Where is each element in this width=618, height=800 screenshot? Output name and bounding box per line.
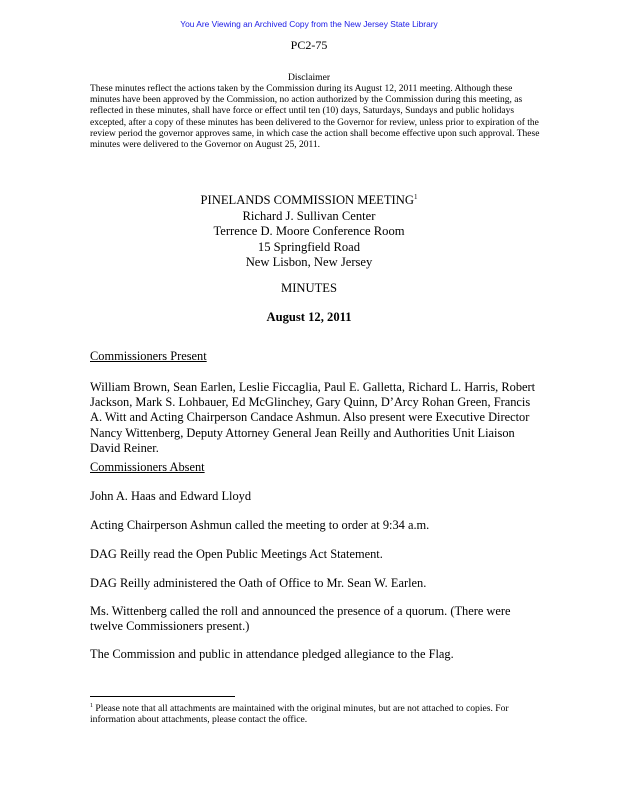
present-heading: Commissioners Present bbox=[90, 349, 207, 363]
minutes-label: MINUTES bbox=[281, 281, 337, 295]
opma-statement: DAG Reilly read the Open Public Meetings Act Statement. bbox=[90, 547, 383, 561]
meeting-venue: Richard J. Sullivan Center bbox=[242, 208, 376, 223]
footnote-text: Please note that all attachments are maintained with the original minutes, but are not attached to copies. For information about attachments, please contact the office. bbox=[90, 703, 509, 726]
pledge: The Commission and public in attendance pledged allegiance to the Flag. bbox=[90, 647, 454, 661]
present-text: William Brown, Sean Earlen, Leslie Ficcaglia, Paul E. Galletta, Richard L. Harris, Robert Jackson, Mark S. Lohbauer, Ed McGlinchey, Gary Quinn, D’Arcy Rohan Green, Francis A. Witt and Acting Chairperson Candace Ashmun. Also present were Executive Director Nancy Wittenberg, Deputy Attorney General Jean Reilly and Authorities Unit Liaison David Reiner. bbox=[90, 380, 536, 455]
meeting-title-text: PINELANDS COMMISSION MEETING bbox=[200, 193, 414, 207]
call-to-order: Acting Chairperson Ashmun called the meeting to order at 9:34 a.m. bbox=[90, 518, 430, 532]
archive-banner: You Are Viewing an Archived Copy from the New Jersey State Library bbox=[180, 19, 438, 29]
document-code: PC2-75 bbox=[290, 38, 328, 52]
meeting-street: 15 Springfield Road bbox=[257, 239, 361, 254]
roll-call: Ms. Wittenberg called the roll and announced the presence of a quorum. (There were twelve Commissioners present.) bbox=[90, 604, 511, 634]
footnote-divider bbox=[90, 696, 235, 697]
oath-of-office: DAG Reilly administered the Oath of Office to Mr. Sean W. Earlen. bbox=[90, 576, 427, 590]
meeting-room: Terrence D. Moore Conference Room bbox=[213, 224, 405, 238]
footnote-marker: 1 bbox=[413, 192, 418, 201]
footnote-marker-bottom: 1 bbox=[90, 702, 93, 709]
meeting-city: New Lisbon, New Jersey bbox=[245, 255, 373, 269]
meeting-date: August 12, 2011 bbox=[266, 310, 352, 324]
footnote bbox=[90, 703, 540, 726]
disclaimer-title: Disclaimer bbox=[287, 72, 331, 83]
absent-text: John A. Haas and Edward Lloyd bbox=[90, 489, 252, 503]
meeting-heading bbox=[0, 193, 618, 271]
disclaimer-text: These minutes reflect the actions taken by the Commission during its August 12, 2011 meeting. Although these minutes have been approved by the Commission, no action authorized by the Commission during this meeting, as reflected in these minutes, shall have force or effect until ten (10) days, Saturdays, Sundays and public holidays excepted, after a copy of these minutes has been delivered to the Governor for review, unless prior to expiration of the review period the governor approves same, in which case the action shall become effective upon such approval. These minutes were delivered to the Governor on August 25, 2011. bbox=[90, 84, 540, 151]
absent-heading: Commissioners Absent bbox=[90, 460, 205, 474]
meeting-title bbox=[0, 193, 618, 209]
